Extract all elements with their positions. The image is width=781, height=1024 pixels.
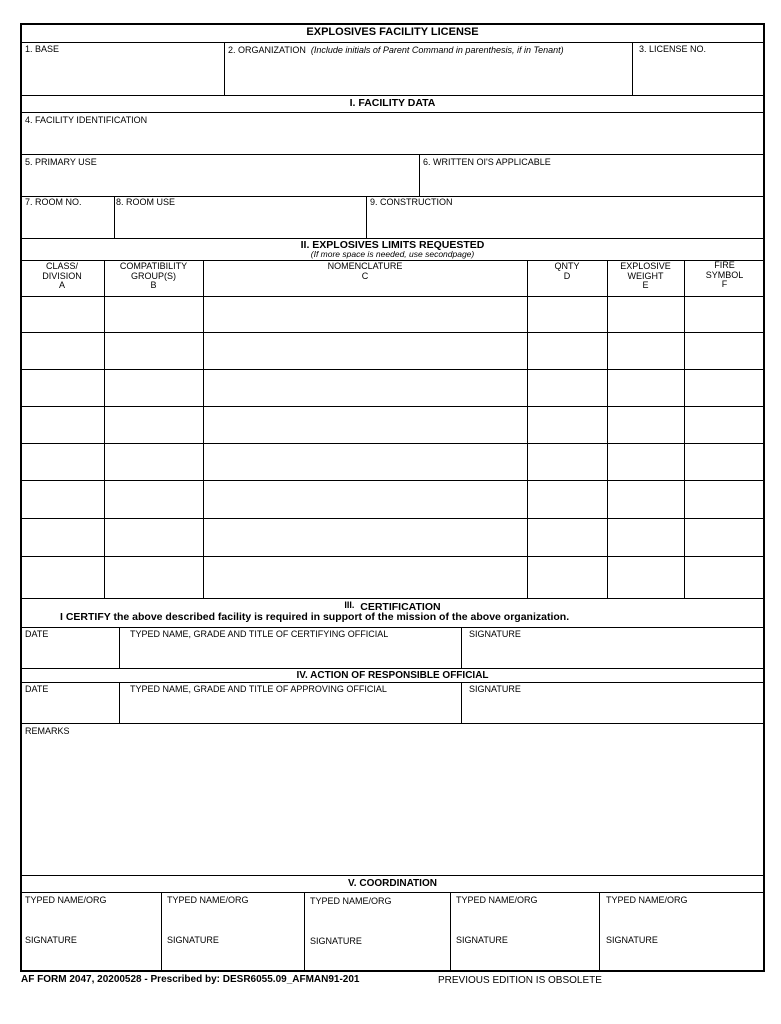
table-row-divider — [20, 480, 765, 481]
primary-use-input[interactable] — [22, 170, 417, 194]
coordination-2-typed-input[interactable] — [163, 908, 302, 934]
organization-input[interactable] — [226, 58, 630, 92]
coordination-3-signature-label: SIGNATURE — [310, 936, 362, 946]
coordination-1-signature-label: SIGNATURE — [25, 935, 77, 945]
section-2-title: II. EXPLOSIVES LIMITS REQUESTED — [300, 239, 485, 251]
remarks-input[interactable] — [22, 739, 763, 873]
certification-statement: I CERTIFY the above described facility is required in support of the mission of the above organization. — [60, 611, 570, 623]
table-row-divider — [20, 369, 765, 370]
table-row-divider — [20, 406, 765, 407]
table-row-divider — [20, 556, 765, 557]
approval-date-label: DATE — [25, 684, 49, 694]
coordination-2-typed-label: TYPED NAME/ORG — [167, 895, 249, 905]
certification-signature-label: SIGNATURE — [469, 629, 521, 639]
coordination-1-signature-field[interactable] — [22, 948, 159, 970]
approving-official-label: TYPED NAME, GRADE AND TITLE OF APPROVING OFFICIAL — [130, 684, 387, 694]
approval-signature-label: SIGNATURE — [469, 684, 521, 694]
coordination-3-typed-label: TYPED NAME/ORG — [310, 896, 392, 906]
section-4-title: IV. ACTION OF RESPONSIBLE OFFICIAL — [296, 670, 489, 681]
coordination-4-typed-input[interactable] — [452, 908, 597, 934]
coordination-2-signature-field[interactable] — [163, 948, 302, 970]
form-title: EXPLOSIVES FACILITY LICENSE — [306, 26, 479, 38]
table-row-divider — [20, 443, 765, 444]
coordination-5-typed-label: TYPED NAME/ORG — [606, 895, 688, 905]
table-row-divider — [20, 332, 765, 333]
room-no-input[interactable] — [22, 210, 112, 236]
divider — [20, 42, 765, 43]
base-input[interactable] — [22, 58, 222, 92]
approval-date-input[interactable] — [22, 697, 117, 721]
col-header-fire-symbol: FIRE SYMBOL F — [705, 260, 744, 289]
certification-date-input[interactable] — [22, 642, 117, 666]
remarks-label: REMARKS — [25, 726, 70, 736]
coordination-5-signature-label: SIGNATURE — [606, 935, 658, 945]
written-ois-label: 6. WRITTEN OI'S APPLICABLE — [423, 157, 551, 167]
construction-label: 9. CONSTRUCTION — [370, 197, 453, 207]
coordination-1-typed-label: TYPED NAME/ORG — [25, 895, 107, 905]
certifying-official-label: TYPED NAME, GRADE AND TITLE OF CERTIFYING OFFICIAL — [130, 629, 389, 639]
coordination-5-signature-field[interactable] — [601, 948, 763, 970]
construction-input[interactable] — [368, 210, 763, 236]
certification-date-label: DATE — [25, 629, 49, 639]
form-number-footer: AF FORM 2047, 20200528 - Prescribed by: DESR6055.09_AFMAN91-201 — [21, 974, 360, 985]
approval-signature-field[interactable] — [463, 697, 763, 721]
col-header-qnty: QNTY D — [554, 261, 580, 281]
coordination-1-typed-input[interactable] — [22, 908, 159, 934]
room-no-label: 7. ROOM NO. — [25, 197, 82, 207]
section-5-title: V. COORDINATION — [348, 878, 437, 889]
col-header-compatibility-group: COMPATIBILITY GROUP(S) B — [119, 261, 188, 290]
section-2-subtitle: (If more space is needed, use secondpage) — [310, 249, 475, 259]
coordination-3-signature-field[interactable] — [306, 948, 448, 970]
primary-use-label: 5. PRIMARY USE — [25, 157, 97, 167]
certifying-official-input[interactable] — [121, 642, 459, 666]
coordination-3-typed-input[interactable] — [306, 908, 448, 934]
coordination-4-signature-field[interactable] — [452, 948, 597, 970]
organization-label: 2. ORGANIZATION (Include initials of Parent Command in parenthesis, if in Tenant) — [228, 45, 564, 55]
organization-note: (Include initials of Parent Command in parenthesis, if in Tenant) — [310, 45, 564, 55]
col-header-nomenclature: NOMENCLATURE C — [327, 261, 403, 281]
table-row-divider — [20, 518, 765, 519]
edition-notice: PREVIOUS EDITION IS OBSOLETE — [438, 975, 602, 986]
col-header-explosive-weight: EXPLOSIVE WEIGHT E — [620, 261, 671, 290]
coordination-5-typed-input[interactable] — [601, 908, 763, 934]
facility-identification-input[interactable] — [22, 128, 763, 153]
license-no-label: 3. LICENSE NO. — [639, 44, 707, 54]
base-label: 1. BASE — [25, 44, 60, 54]
room-use-label: 8. ROOM USE — [116, 197, 176, 207]
license-no-input[interactable] — [634, 58, 763, 92]
section-1-title: I. FACILITY DATA — [349, 97, 436, 109]
approving-official-input[interactable] — [121, 697, 459, 721]
room-use-input[interactable] — [116, 210, 364, 236]
facility-identification-label: 4. FACILITY IDENTIFICATION — [25, 115, 148, 125]
coordination-4-signature-label: SIGNATURE — [456, 935, 508, 945]
coordination-4-typed-label: TYPED NAME/ORG — [456, 895, 538, 905]
section-3-title: III. CERTIFICATION — [344, 600, 441, 613]
coordination-2-signature-label: SIGNATURE — [167, 935, 219, 945]
col-header-class-division: CLASS/ DIVISION A — [42, 261, 82, 290]
certification-signature-field[interactable] — [463, 642, 763, 666]
written-ois-input[interactable] — [421, 170, 763, 194]
